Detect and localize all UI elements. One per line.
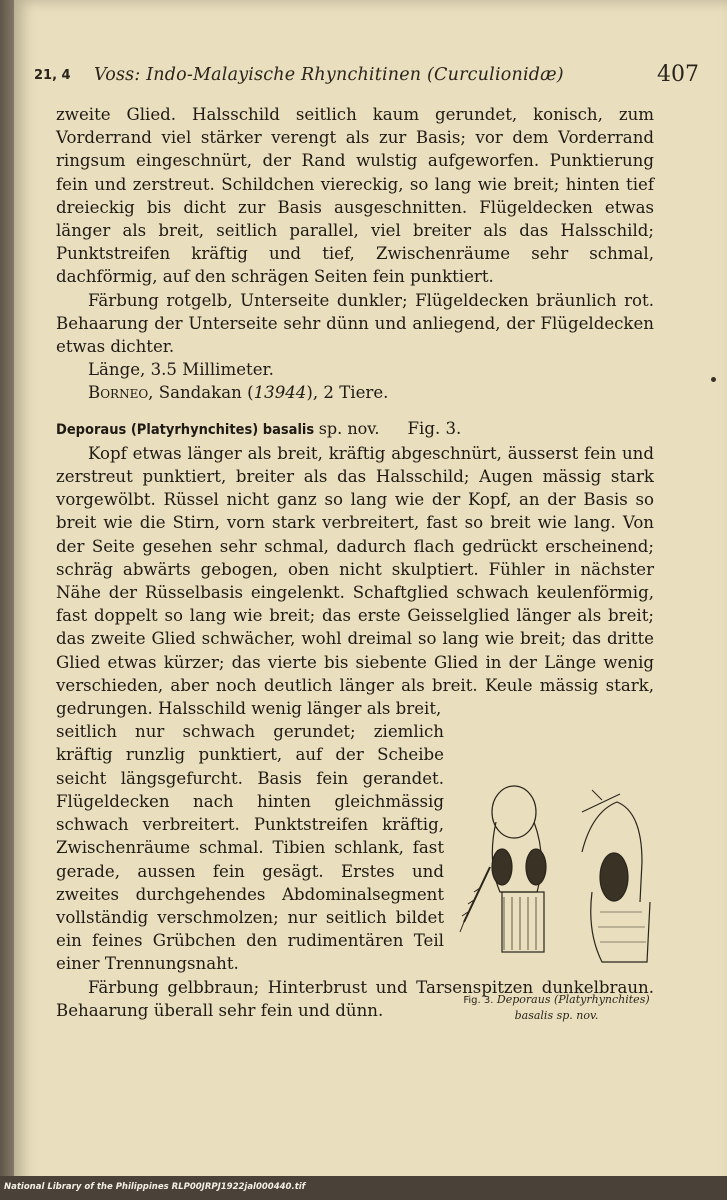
paragraph-length: Länge, 3.5 Millimeter. [88, 360, 274, 380]
species-genus: Deporaus [56, 421, 127, 438]
beetle-eye-left-1 [492, 849, 512, 885]
locality-number: 13944 [253, 383, 307, 403]
beetle-rostrum-left [502, 892, 544, 952]
beetle-eye-right [600, 853, 628, 901]
beetle-illustration [442, 772, 657, 992]
running-header [34, 62, 715, 92]
paragraph-description-wrap: seitlich nur schwach gerundet; ziemlich kräftig runzlig punktiert, auf der Scheibe seicht längsgefurcht. Basis fein gerandet. Flügeldecken nach hinten gleichmässig schwach verbreitert. Punktstreifen kräftig, Zwischenräume schmal. Tibien schlank, fast gerade, aussen fein gesägt. Erstes und zweites durchgehendes Abdominalsegment vollständig verschmolzen; nur seitlich bildet ein feines Grübchen den rudimentären Teil einer Trennungsnaht. [56, 722, 444, 974]
figure-caption-text: Deporaus (Platyrhynchites) basalis sp. nov. [496, 993, 650, 1022]
species-epithet: basalis [262, 421, 315, 438]
species-subgenus: (Platyrhynchites) [130, 421, 259, 438]
species-heading [56, 417, 654, 442]
species-status: sp. nov. [318, 418, 380, 438]
figure-reference: Fig. 3. [407, 418, 462, 438]
paragraph-locality [56, 381, 654, 404]
paragraph-coloration-2: Färbung gelbbraun; Hinterbrust und Tarsenspitzen dunkelbraun. Behaarung überall sehr fein und dünn. [56, 977, 654, 1020]
locality-rest: , Sandakan ( [148, 383, 254, 403]
paragraph-coloration-1: Färbung rotgelb, Unterseite dunkler; Flügeldecken bräunlich rot. Behaarung der Unterseite sehr dünn und anliegend, der Flügeldecken etwas dichter. [56, 290, 654, 357]
running-title: Voss: Indo-Malayische Rhynchitinen (Curculionidæ) [94, 65, 564, 85]
beetle-eye-left-2 [526, 849, 546, 885]
paragraph-description: Kopf etwas länger als breit, kräftig abgeschnürt, äusserst fein und zerstreut punktiert, breiter als das Halsschild; Augen mässig stark vorgewölbt. Rüssel nicht ganz so lang wie der Kopf, an der Basis so breit wie die Stirn, vorn stark verbreitert, fast so breit wie lang. Von der Seite gesehen sehr schmal, dadurch flach gedrückt erscheinend; schräg abwärts gebogen, oben nicht skulptiert. Fühler in nächster Nähe der Rüsselbasis eingelenkt. Schaftglied schwach keulenförmig, fast doppelt so lang wie breit; das erste Geisselglied länger als breit; das zweite Glied schwächer, wohl dreimal so lang wie breit; das dritte Glied etwas kürzer; das vierte bis siebente Glied in der Länge wenig verschieden, aber noch deutlich länger als breit. Keule mässig stark, gedrungen. Halsschild wenig länger als breit, [56, 443, 654, 719]
locality-end: ), 2 Tiere. [306, 383, 389, 403]
locality-place: Borneo [88, 383, 149, 403]
volume-issue: 21, 4 [34, 68, 71, 83]
figure-caption [454, 992, 659, 1023]
beetle-head-left [492, 786, 536, 838]
beetle-antenna [464, 867, 490, 922]
ink-speck [711, 377, 716, 382]
scanned-page [14, 0, 727, 1200]
footer-text: National Library of the Philippines RLP00JRPJ1922jal000440.tif [4, 1182, 306, 1192]
paragraph-continuation: zweite Glied. Halsschild seitlich kaum gerundet, konisch, zum Vorderrand viel stärker verengt als zur Basis; vor dem Vorderrand ringsum eingeschnürt, der Rand wulstig aufgeworfen. Punktierung fein und zerstreut. Schildchen viereckig, so lang wie breit; hinten tief dreieckig bis dicht zur Basis ausgeschnitten. Flügeldecken etwas länger als breit, seitlich parallel, viel breiter als das Halsschild; Punktstreifen kräftig und tief, Zwischenräume sehr schmal, dachförmig, auf den schrägen Seiten fein punktiert. [56, 105, 654, 287]
page-number: 407 [657, 62, 699, 87]
figure-caption-label: Fig. 3. [463, 995, 494, 1006]
scan-footer [0, 1176, 727, 1200]
